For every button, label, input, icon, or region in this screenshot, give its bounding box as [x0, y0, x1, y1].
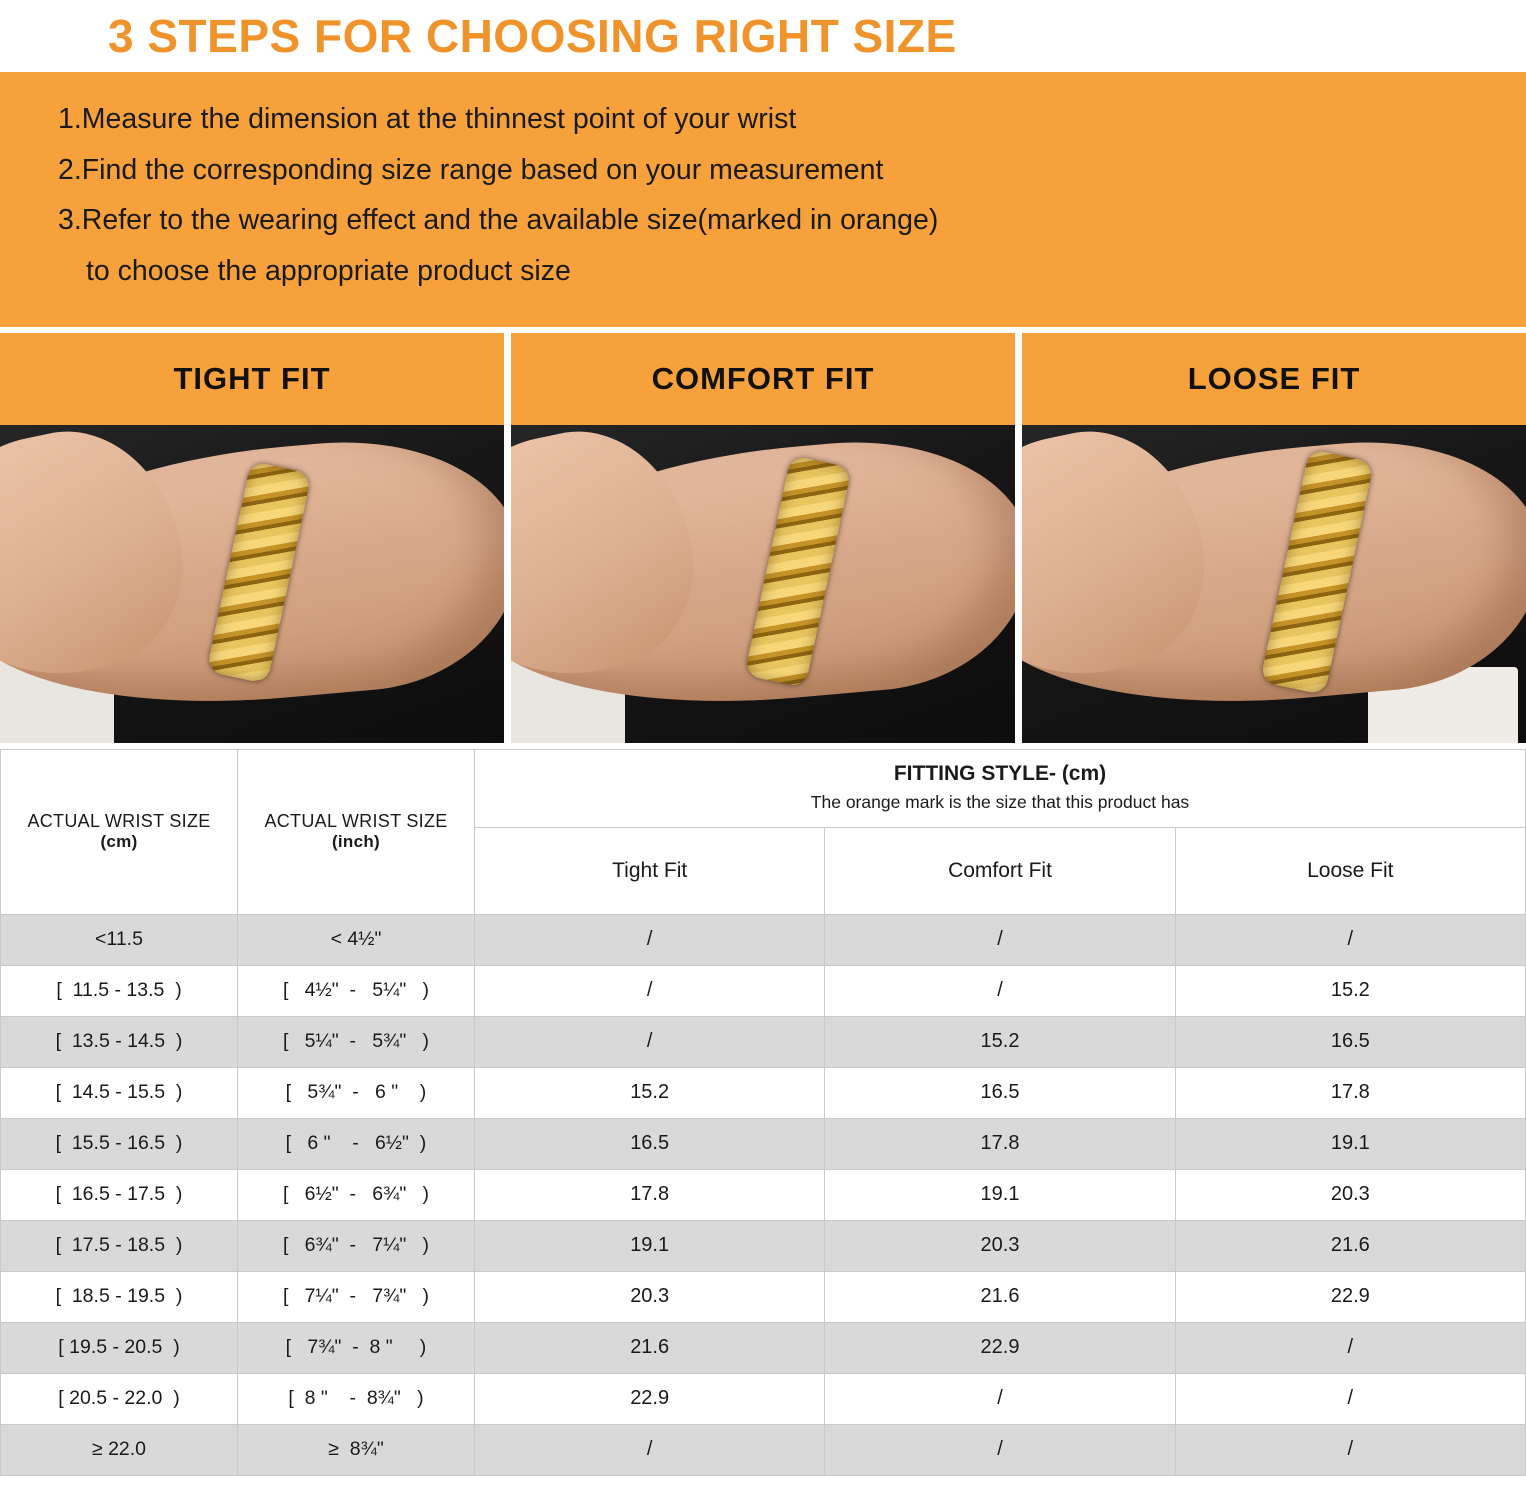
cell-wrist-cm: [ 17.5 - 18.5 ) — [1, 1220, 238, 1271]
fit-panel-loose-label: LOOSE FIT — [1022, 333, 1526, 425]
cell-comfort: / — [825, 965, 1175, 1016]
cell-wrist-cm: [ 18.5 - 19.5 ) — [1, 1271, 238, 1322]
cell-loose: 22.9 — [1175, 1271, 1525, 1322]
cell-comfort: 22.9 — [825, 1322, 1175, 1373]
table-row — [1, 1271, 1526, 1322]
cell-comfort: 19.1 — [825, 1169, 1175, 1220]
step-2: 2.Find the corresponding size range based on your measurement — [58, 153, 884, 186]
table-row — [1, 1067, 1526, 1118]
table-header-row-1 — [1, 749, 1526, 827]
cell-tight: / — [475, 1424, 825, 1475]
cell-tight: / — [475, 965, 825, 1016]
cell-tight: 15.2 — [475, 1067, 825, 1118]
cell-tight: 17.8 — [475, 1169, 825, 1220]
cell-tight: / — [475, 1016, 825, 1067]
cell-loose: / — [1175, 914, 1525, 965]
table-row — [1, 965, 1526, 1016]
cell-comfort: 15.2 — [825, 1016, 1175, 1067]
fit-panel-comfort — [511, 333, 1015, 743]
cell-wrist-cm: [ 16.5 - 17.5 ) — [1, 1169, 238, 1220]
cell-wrist-cm: [ 11.5 - 13.5 ) — [1, 965, 238, 1016]
step-3: 3.Refer to the wearing effect and the available size(marked in orange) — [58, 204, 939, 237]
cell-comfort: / — [825, 1424, 1175, 1475]
size-chart-table — [0, 749, 1526, 1476]
cell-loose: 20.3 — [1175, 1169, 1525, 1220]
cell-tight: 22.9 — [475, 1373, 825, 1424]
cell-wrist-inch: [ 4½" - 5¼" ) — [238, 965, 475, 1016]
cell-comfort: / — [825, 1373, 1175, 1424]
cell-tight: 20.3 — [475, 1271, 825, 1322]
header-actual-wrist-cm-main: ACTUAL WRIST SIZE — [27, 811, 211, 832]
header-fitting-style-main: FITTING STYLE- (cm) — [893, 761, 1107, 785]
header-tight-fit: Tight Fit — [475, 827, 825, 914]
cell-wrist-cm: [ 19.5 - 20.5 ) — [1, 1322, 238, 1373]
table-body — [1, 914, 1526, 1475]
table-row — [1, 1322, 1526, 1373]
page-title: 3 STEPS FOR CHOOSING RIGHT SIZE — [108, 10, 957, 62]
cell-tight: / — [475, 914, 825, 965]
cell-loose: 16.5 — [1175, 1016, 1525, 1067]
cell-wrist-cm: ≥ 22.0 — [1, 1424, 238, 1475]
cell-comfort: 21.6 — [825, 1271, 1175, 1322]
fit-panel-tight-label: TIGHT FIT — [0, 333, 504, 425]
fit-panels — [0, 333, 1526, 743]
header-actual-wrist-inch — [238, 749, 475, 914]
step-1: 1.Measure the dimension at the thinnest point of your wrist — [58, 103, 797, 135]
cell-wrist-inch: [ 6½" - 6¾" ) — [238, 1169, 475, 1220]
header-actual-wrist-inch-main: ACTUAL WRIST SIZE — [264, 811, 448, 832]
cell-wrist-inch: [ 5¾" - 6 " ) — [238, 1067, 475, 1118]
header-actual-wrist-inch-unit: (inch) — [331, 832, 381, 852]
cell-wrist-cm: <11.5 — [1, 914, 238, 965]
cell-wrist-cm: [ 15.5 - 16.5 ) — [1, 1118, 238, 1169]
table-row — [1, 1169, 1526, 1220]
title-bar — [0, 0, 1526, 72]
fit-panel-comfort-label: COMFORT FIT — [511, 333, 1015, 425]
cell-wrist-inch: [ 6 " - 6½" ) — [238, 1118, 475, 1169]
cell-wrist-inch: < 4½" — [238, 914, 475, 965]
cell-wrist-inch: [ 7¾" - 8 " ) — [238, 1322, 475, 1373]
cell-wrist-cm: [ 13.5 - 14.5 ) — [1, 1016, 238, 1067]
cell-wrist-inch: [ 6¾" - 7¼" ) — [238, 1220, 475, 1271]
cell-tight: 21.6 — [475, 1322, 825, 1373]
cell-wrist-cm: [ 20.5 - 22.0 ) — [1, 1373, 238, 1424]
cell-wrist-cm: [ 14.5 - 15.5 ) — [1, 1067, 238, 1118]
cell-loose: 19.1 — [1175, 1118, 1525, 1169]
step-3-continued: to choose the appropriate product size — [86, 255, 571, 288]
header-comfort-fit: Comfort Fit — [825, 827, 1175, 914]
cell-loose: 21.6 — [1175, 1220, 1525, 1271]
cell-comfort: 20.3 — [825, 1220, 1175, 1271]
cell-loose: 17.8 — [1175, 1067, 1525, 1118]
cell-loose: / — [1175, 1322, 1525, 1373]
cell-tight: 19.1 — [475, 1220, 825, 1271]
cell-wrist-inch: [ 5¼" - 5¾" ) — [238, 1016, 475, 1067]
table-row — [1, 1118, 1526, 1169]
fit-panel-tight — [0, 333, 504, 743]
header-actual-wrist-cm — [1, 749, 238, 914]
header-loose-fit: Loose Fit — [1175, 827, 1525, 914]
cell-wrist-inch: [ 8 " - 8¾" ) — [238, 1373, 475, 1424]
header-fitting-style — [475, 749, 1526, 827]
table-row — [1, 1373, 1526, 1424]
table-row — [1, 914, 1526, 965]
steps-block — [0, 72, 1526, 327]
header-actual-wrist-cm-unit: (cm) — [100, 832, 138, 852]
cell-loose: / — [1175, 1373, 1525, 1424]
cell-comfort: 17.8 — [825, 1118, 1175, 1169]
table-row — [1, 1016, 1526, 1067]
fit-panel-loose — [1022, 333, 1526, 743]
cell-comfort: / — [825, 914, 1175, 965]
table-row — [1, 1220, 1526, 1271]
cell-tight: 16.5 — [475, 1118, 825, 1169]
cell-wrist-inch: [ 7¼" - 7¾" ) — [238, 1271, 475, 1322]
cell-loose: 15.2 — [1175, 965, 1525, 1016]
fit-panel-tight-photo — [0, 425, 504, 743]
table-row — [1, 1424, 1526, 1475]
cell-comfort: 16.5 — [825, 1067, 1175, 1118]
cell-wrist-inch: ≥ 8¾" — [238, 1424, 475, 1475]
fit-panel-comfort-photo — [511, 425, 1015, 743]
header-fitting-style-note: The orange mark is the size that this product has — [810, 791, 1190, 812]
fit-panel-loose-photo — [1022, 425, 1526, 743]
cell-loose: / — [1175, 1424, 1525, 1475]
